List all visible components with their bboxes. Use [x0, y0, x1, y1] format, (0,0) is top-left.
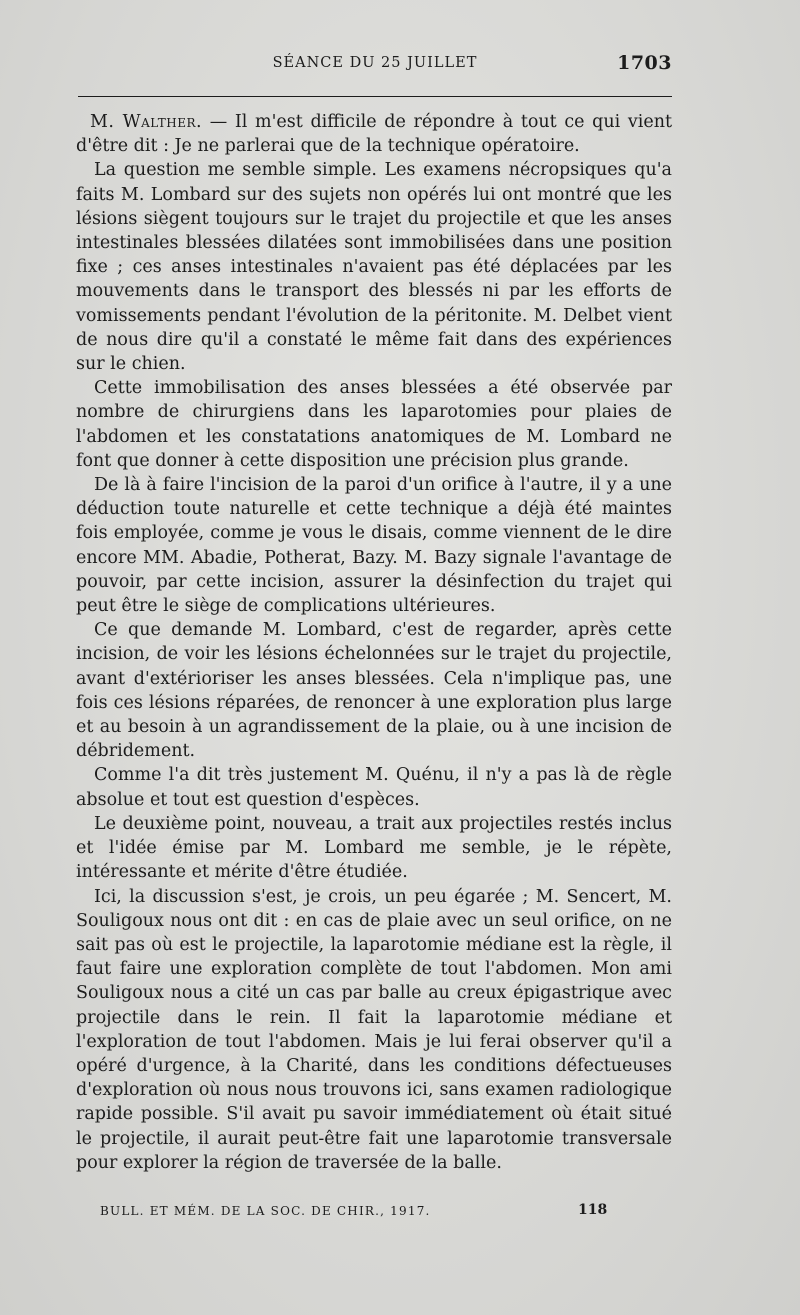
body-text	[76, 110, 672, 1175]
running-head: SÉANCE DU 25 JUILLET	[272, 55, 478, 71]
signature-mark: 118	[578, 1202, 608, 1218]
paragraph-5: Ce que demande M. Lombard, c'est de regarder, après cette incision, de voir les lésions échelonnées sur le trajet du projectile, avant d'extérioriser les anses blessées. Cela n'implique pas, une fois ces lésions réparées, de renoncer à une exploration plus large et au besoin à un agrandissement de la plaie, ou à une incision de débridement.	[76, 620, 672, 762]
journal-reference: BULL. ET MÉM. DE LA SOC. DE CHIR., 1917.	[100, 1204, 431, 1218]
paragraph-7: Le deuxième point, nouveau, a trait aux projectiles restés inclus et l'idée émise par M. Lombard me semble, je le répète, intéressante et mérite d'être étudiée.	[76, 813, 672, 883]
page-header	[76, 52, 674, 82]
paragraph-2: La question me semble simple. Les examens nécropsiques qu'a faits M. Lombard sur des sujets non opérés lui ont montré que les lésions siègent toujours sur le trajet du projectile et que les anses intestinales blessées dilatées sont immobilisées dans une position fixe ; ces anses intestinales n'avaient pas été déplacées par les mouvements dans le transport des blessés ni par les efforts de vomissements pendant l'évolution de la péritonite. M. Delbet vient de nous dire qu'il a constaté le même fait dans des expériences sur le chien.	[76, 160, 672, 375]
paragraph-1	[76, 110, 672, 158]
paragraph-3: Cette immobilisation des anses blessées a été observée par nombre de chirurgiens dans les laparotomies pour plaies de l'abdomen et les constatations anatomiques de M. Lombard ne font que donner à cette disposition une précision plus grande.	[76, 378, 672, 471]
header-rule	[78, 96, 672, 97]
speaker-name: M. Walther.	[90, 112, 203, 132]
paragraph-6: Comme l'a dit très justement M. Quénu, il n'y a pas là de règle absolue et tout est question d'espèces.	[76, 765, 672, 810]
page-footer	[100, 1204, 620, 1228]
paragraph-text: — Il m'est difficile de répondre à tout ce qui vient d'être dit : Je ne parlerai que de la technique opératoire.	[76, 112, 672, 157]
page-number: 1703	[617, 52, 672, 74]
paragraph-8: Ici, la discussion s'est, je crois, un peu égarée ; M. Sencert, M. Souligoux nous ont dit : en cas de plaie avec un seul orifice, on ne sait pas où est le projectile, la laparotomie médiane est la règle, il faut faire une exploration complète de tout l'abdomen. Mon ami Souligoux nous a cité un cas par balle au creux épigastrique avec projectile dans le rein. Il fait la laparotomie médiane et l'exploration de tout l'abdomen. Mais je lui ferai observer qu'il a opéré d'urgence, à la Charité, dans les conditions défectueuses d'exploration où nous nous trouvons ici, sans examen radiologique rapide possible. S'il avait pu savoir immédiatement où était situé le projectile, il aurait peut-être fait une laparotomie transversale pour explorer la région de traversée de la balle.	[76, 886, 672, 1173]
paragraph-4: De là à faire l'incision de la paroi d'un orifice à l'autre, il y a une déduction toute naturelle et cette technique a déjà été maintes fois employée, comme je vous le disais, comme viennent de le dire encore MM. Abadie, Potherat, Bazy. M. Bazy signale l'avantage de pouvoir, par cette incision, assurer la désinfection du trajet qui peut être le siège de complications ultérieures.	[76, 475, 672, 617]
